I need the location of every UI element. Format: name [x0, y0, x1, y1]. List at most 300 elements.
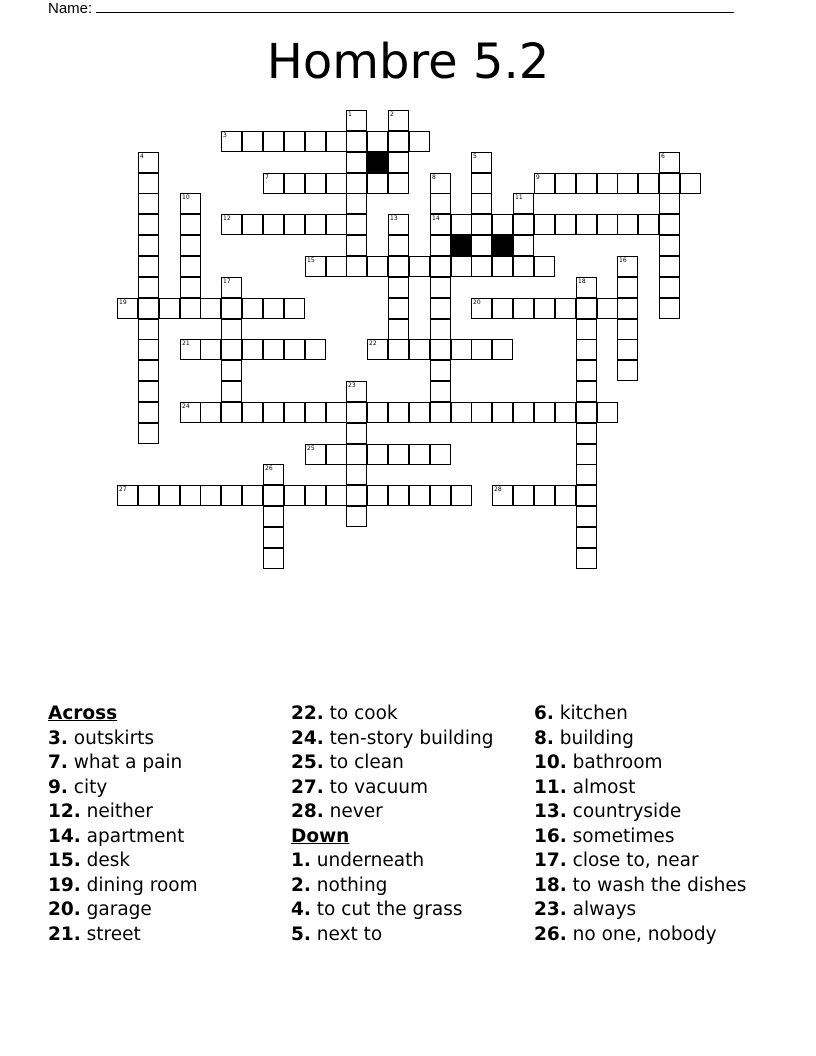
- grid-cell[interactable]: [180, 193, 201, 214]
- across-clue: [48, 923, 198, 948]
- grid-cell[interactable]: [659, 214, 680, 235]
- across-clue: [48, 849, 198, 874]
- across-clue: [48, 776, 198, 801]
- grid-cell[interactable]: [492, 339, 513, 360]
- grid-cell[interactable]: [471, 298, 492, 319]
- grid-cell[interactable]: [221, 339, 242, 360]
- grid-cell[interactable]: [346, 131, 367, 152]
- grid-cell[interactable]: [451, 214, 472, 235]
- grid-cell[interactable]: [263, 214, 284, 235]
- name-label: Name:: [48, 0, 93, 17]
- grid-cell[interactable]: [138, 277, 159, 298]
- grid-cell[interactable]: [659, 193, 680, 214]
- grid-cell[interactable]: [659, 173, 680, 194]
- clue-text: street: [80, 923, 141, 945]
- across-clue: [291, 800, 493, 825]
- down-clue: [534, 776, 746, 801]
- clue-text: nothing: [310, 874, 388, 896]
- clue-text: desk: [80, 850, 131, 871]
- grid-cell[interactable]: [534, 256, 555, 277]
- grid-cell[interactable]: [513, 193, 534, 214]
- grid-cell[interactable]: [263, 298, 284, 319]
- grid-cell[interactable]: [388, 152, 409, 173]
- down-clue: [534, 874, 746, 899]
- grid-cell[interactable]: [388, 131, 409, 152]
- grid-cell[interactable]: [576, 319, 597, 340]
- grid-cell[interactable]: [284, 485, 305, 506]
- grid-cell[interactable]: [221, 131, 242, 152]
- grid-cell[interactable]: [346, 256, 367, 277]
- down-clue: [291, 898, 493, 923]
- grid-cell[interactable]: [263, 173, 284, 194]
- grid-cell[interactable]: [138, 423, 159, 444]
- grid-cell[interactable]: [576, 360, 597, 381]
- grid-cell[interactable]: [388, 444, 409, 465]
- grid-cell[interactable]: [326, 444, 347, 465]
- grid-cell[interactable]: [555, 298, 576, 319]
- clue-number: 23.: [534, 899, 567, 920]
- grid-cell[interactable]: [263, 548, 284, 569]
- grid-cell[interactable]: [430, 319, 451, 340]
- grid-cell[interactable]: [555, 402, 576, 423]
- grid-cell[interactable]: [617, 277, 638, 298]
- grid-cell[interactable]: [659, 152, 680, 173]
- grid-cell[interactable]: [367, 173, 388, 194]
- grid-cell[interactable]: [284, 402, 305, 423]
- grid-cell[interactable]: [534, 485, 555, 506]
- down-clue: [291, 849, 493, 874]
- grid-cell[interactable]: [305, 256, 326, 277]
- grid-cell[interactable]: [326, 173, 347, 194]
- grid-cell[interactable]: [326, 214, 347, 235]
- cell-number: 9: [536, 174, 540, 181]
- grid-cell[interactable]: [367, 339, 388, 360]
- grid-cell[interactable]: [430, 298, 451, 319]
- grid-cell[interactable]: [200, 298, 221, 319]
- grid-cell[interactable]: [659, 235, 680, 256]
- grid-cell[interactable]: [388, 319, 409, 340]
- grid-cell[interactable]: [200, 339, 221, 360]
- clue-number: 24.: [291, 727, 324, 749]
- cell-number: 10: [182, 194, 190, 201]
- grid-cell[interactable]: [617, 256, 638, 277]
- grid-cell[interactable]: [284, 173, 305, 194]
- grid-cell[interactable]: [534, 214, 555, 235]
- grid-cell[interactable]: [138, 298, 159, 319]
- cell-number: 15: [307, 257, 315, 264]
- down-clue: [534, 702, 746, 727]
- down-clue: [534, 825, 746, 850]
- grid-cell[interactable]: [138, 173, 159, 194]
- grid-cell[interactable]: [430, 485, 451, 506]
- grid-cell[interactable]: [617, 298, 638, 319]
- grid-cell[interactable]: [346, 193, 367, 214]
- grid-cell[interactable]: [346, 444, 367, 465]
- grid-cell[interactable]: [346, 402, 367, 423]
- cell-number: 19: [119, 299, 127, 306]
- grid-cell[interactable]: [242, 339, 263, 360]
- grid-cell[interactable]: [576, 444, 597, 465]
- grid-cell[interactable]: [597, 402, 618, 423]
- grid-cell[interactable]: [284, 298, 305, 319]
- grid-cell[interactable]: [221, 214, 242, 235]
- grid-cell[interactable]: [138, 152, 159, 173]
- grid-cell[interactable]: [284, 339, 305, 360]
- grid-cell[interactable]: [492, 402, 513, 423]
- grid-cell[interactable]: [159, 485, 180, 506]
- clue-text: countryside: [566, 801, 682, 822]
- grid-cell[interactable]: [513, 485, 534, 506]
- grid-cell[interactable]: [263, 485, 284, 506]
- grid-cell[interactable]: [346, 235, 367, 256]
- grid-cell[interactable]: [555, 485, 576, 506]
- grid-cell[interactable]: [180, 214, 201, 235]
- cell-number: 26: [265, 465, 273, 472]
- grid-cell[interactable]: [388, 339, 409, 360]
- grid-cell[interactable]: [492, 256, 513, 277]
- grid-cell[interactable]: [221, 319, 242, 340]
- grid-cell[interactable]: [388, 173, 409, 194]
- clue-text: to cut the grass: [310, 899, 463, 920]
- grid-cell[interactable]: [555, 214, 576, 235]
- clue-text: to clean: [323, 752, 404, 773]
- grid-cell[interactable]: [430, 402, 451, 423]
- grid-cell[interactable]: [597, 298, 618, 319]
- cell-number: 27: [119, 486, 127, 493]
- grid-cell[interactable]: [305, 339, 326, 360]
- black-square: [367, 152, 388, 173]
- grid-cell[interactable]: [409, 444, 430, 465]
- grid-cell[interactable]: [221, 298, 242, 319]
- clue-text: neither: [80, 801, 153, 822]
- grid-cell[interactable]: [534, 173, 555, 194]
- grid-cell[interactable]: [617, 173, 638, 194]
- clue-text: underneath: [310, 850, 425, 871]
- grid-cell[interactable]: [409, 131, 430, 152]
- clue-text: almost: [566, 776, 636, 798]
- grid-cell[interactable]: [221, 360, 242, 381]
- grid-cell[interactable]: [471, 339, 492, 360]
- grid-cell[interactable]: [451, 485, 472, 506]
- grid-cell[interactable]: [576, 298, 597, 319]
- clue-number: 25.: [291, 752, 324, 773]
- grid-cell[interactable]: [534, 298, 555, 319]
- grid-cell[interactable]: [659, 256, 680, 277]
- grid-cell[interactable]: [346, 485, 367, 506]
- grid-cell[interactable]: [471, 214, 492, 235]
- grid-cell[interactable]: [430, 173, 451, 194]
- grid-cell[interactable]: [180, 235, 201, 256]
- grid-cell[interactable]: [409, 402, 430, 423]
- down-clue: [534, 923, 746, 948]
- grid-cell[interactable]: [221, 381, 242, 402]
- grid-cell[interactable]: [451, 339, 472, 360]
- grid-cell[interactable]: [221, 485, 242, 506]
- across-clue: [48, 800, 198, 825]
- grid-cell[interactable]: [430, 444, 451, 465]
- clue-text: city: [67, 776, 108, 798]
- down-clue: [534, 751, 746, 776]
- across-clue: [48, 727, 198, 752]
- grid-cell[interactable]: [138, 193, 159, 214]
- grid-cell[interactable]: [430, 214, 451, 235]
- grid-cell[interactable]: [617, 339, 638, 360]
- grid-cell[interactable]: [555, 173, 576, 194]
- grid-cell[interactable]: [263, 527, 284, 548]
- grid-cell[interactable]: [576, 506, 597, 527]
- grid-cell[interactable]: [326, 485, 347, 506]
- down-clue: [291, 923, 493, 948]
- grid-cell[interactable]: [367, 256, 388, 277]
- cell-number: 16: [619, 257, 627, 264]
- grid-cell[interactable]: [576, 402, 597, 423]
- grid-cell[interactable]: [409, 339, 430, 360]
- clue-text: dining room: [80, 874, 198, 896]
- grid-cell[interactable]: [430, 277, 451, 298]
- grid-cell[interactable]: [430, 235, 451, 256]
- grid-cell[interactable]: [617, 360, 638, 381]
- grid-cell[interactable]: [242, 131, 263, 152]
- grid-cell[interactable]: [138, 319, 159, 340]
- clue-number: 9.: [48, 776, 68, 798]
- grid-cell[interactable]: [430, 381, 451, 402]
- grid-cell[interactable]: [263, 464, 284, 485]
- grid-cell[interactable]: [471, 402, 492, 423]
- down-clue: [534, 727, 746, 752]
- grid-cell[interactable]: [513, 402, 534, 423]
- clue-number: 11.: [534, 776, 567, 798]
- grid-cell[interactable]: [534, 402, 555, 423]
- grid-cell[interactable]: [638, 173, 659, 194]
- grid-cell[interactable]: [200, 402, 221, 423]
- cell-number: 2: [390, 111, 394, 118]
- grid-cell[interactable]: [659, 277, 680, 298]
- grid-cell[interactable]: [305, 214, 326, 235]
- grid-cell[interactable]: [180, 298, 201, 319]
- grid-cell[interactable]: [576, 277, 597, 298]
- cell-number: 6: [661, 153, 665, 160]
- grid-cell[interactable]: [221, 402, 242, 423]
- grid-cell[interactable]: [388, 298, 409, 319]
- cell-number: 4: [140, 153, 144, 160]
- grid-cell[interactable]: [576, 548, 597, 569]
- grid-cell[interactable]: [388, 110, 409, 131]
- across-clue: [48, 874, 198, 899]
- grid-cell[interactable]: [430, 256, 451, 277]
- grid-cell[interactable]: [138, 360, 159, 381]
- clue-text: building: [553, 727, 634, 749]
- clue-number: 22.: [291, 703, 324, 724]
- down-heading: Down: [291, 825, 350, 847]
- grid-cell[interactable]: [576, 485, 597, 506]
- grid-cell[interactable]: [576, 464, 597, 485]
- down-clue: [291, 874, 493, 899]
- cell-number: 7: [265, 174, 269, 181]
- grid-cell[interactable]: [180, 485, 201, 506]
- grid-cell[interactable]: [659, 298, 680, 319]
- grid-cell[interactable]: [326, 402, 347, 423]
- grid-cell[interactable]: [180, 256, 201, 277]
- clue-number: 7.: [48, 752, 68, 773]
- grid-cell[interactable]: [576, 381, 597, 402]
- grid-cell[interactable]: [200, 485, 221, 506]
- grid-cell[interactable]: [346, 214, 367, 235]
- cell-number: 21: [182, 340, 190, 347]
- clue-number: 18.: [534, 874, 567, 896]
- down-clue: [534, 800, 746, 825]
- cell-number: 23: [348, 382, 356, 389]
- grid-cell[interactable]: [617, 319, 638, 340]
- grid-cell[interactable]: [471, 152, 492, 173]
- clue-column-3: [534, 702, 746, 947]
- grid-cell[interactable]: [180, 277, 201, 298]
- grid-cell[interactable]: [492, 485, 513, 506]
- clue-text: ten-story building: [323, 727, 494, 749]
- grid-cell[interactable]: [451, 256, 472, 277]
- clue-number: 4.: [291, 899, 311, 920]
- clue-text: close to, near: [566, 850, 699, 871]
- grid-cell[interactable]: [367, 444, 388, 465]
- grid-cell[interactable]: [305, 485, 326, 506]
- grid-cell[interactable]: [263, 131, 284, 152]
- grid-cell[interactable]: [513, 298, 534, 319]
- grid-cell[interactable]: [263, 506, 284, 527]
- grid-cell[interactable]: [388, 256, 409, 277]
- grid-cell[interactable]: [305, 402, 326, 423]
- grid-cell[interactable]: [284, 131, 305, 152]
- clue-number: 15.: [48, 850, 81, 871]
- clue-number: 19.: [48, 874, 81, 896]
- grid-cell[interactable]: [617, 214, 638, 235]
- grid-cell[interactable]: [388, 485, 409, 506]
- grid-cell[interactable]: [305, 173, 326, 194]
- grid-cell[interactable]: [138, 256, 159, 277]
- grid-cell[interactable]: [492, 214, 513, 235]
- grid-cell[interactable]: [367, 131, 388, 152]
- clue-number: 1.: [291, 850, 311, 871]
- clue-number: 27.: [291, 776, 324, 798]
- grid-cell[interactable]: [180, 339, 201, 360]
- clue-text: garage: [80, 899, 152, 920]
- grid-cell[interactable]: [138, 381, 159, 402]
- grid-cell[interactable]: [451, 402, 472, 423]
- grid-cell[interactable]: [430, 339, 451, 360]
- clue-text: to cook: [323, 703, 398, 724]
- grid-cell[interactable]: [326, 131, 347, 152]
- cell-number: 5: [473, 153, 477, 160]
- grid-cell[interactable]: [242, 485, 263, 506]
- grid-cell[interactable]: [305, 131, 326, 152]
- grid-cell[interactable]: [513, 235, 534, 256]
- clue-text: outskirts: [67, 727, 155, 749]
- clue-number: 14.: [48, 825, 81, 847]
- grid-cell[interactable]: [346, 152, 367, 173]
- grid-cell[interactable]: [430, 360, 451, 381]
- grid-cell[interactable]: [430, 193, 451, 214]
- grid-cell[interactable]: [576, 173, 597, 194]
- grid-cell[interactable]: [284, 214, 305, 235]
- grid-cell[interactable]: [680, 173, 701, 194]
- grid-cell[interactable]: [263, 339, 284, 360]
- cell-number: 1: [348, 111, 352, 118]
- across-clue: [48, 825, 198, 850]
- clue-number: 26.: [534, 923, 567, 945]
- clue-text: to vacuum: [323, 776, 429, 798]
- grid-cell[interactable]: [576, 339, 597, 360]
- grid-cell[interactable]: [492, 298, 513, 319]
- cell-number: 22: [369, 340, 377, 347]
- grid-cell[interactable]: [471, 256, 492, 277]
- grid-cell[interactable]: [221, 277, 242, 298]
- grid-cell[interactable]: [180, 402, 201, 423]
- grid-cell[interactable]: [305, 444, 326, 465]
- grid-cell[interactable]: [138, 235, 159, 256]
- clue-column-2: [291, 702, 493, 947]
- grid-cell[interactable]: [471, 173, 492, 194]
- grid-cell[interactable]: [138, 214, 159, 235]
- grid-cell[interactable]: [597, 173, 618, 194]
- grid-cell[interactable]: [138, 339, 159, 360]
- grid-cell[interactable]: [346, 381, 367, 402]
- grid-cell[interactable]: [346, 464, 367, 485]
- grid-cell[interactable]: [513, 256, 534, 277]
- grid-cell[interactable]: [576, 527, 597, 548]
- down-clue: [534, 849, 746, 874]
- grid-cell[interactable]: [346, 173, 367, 194]
- grid-cell[interactable]: [242, 214, 263, 235]
- grid-cell[interactable]: [367, 485, 388, 506]
- cell-number: 12: [223, 215, 231, 222]
- grid-cell[interactable]: [576, 423, 597, 444]
- grid-cell[interactable]: [117, 298, 138, 319]
- clue-text: apartment: [80, 825, 185, 847]
- grid-cell[interactable]: [471, 193, 492, 214]
- clue-text: always: [566, 899, 637, 920]
- cell-number: 3: [223, 132, 227, 139]
- down-clue: [534, 898, 746, 923]
- grid-cell[interactable]: [159, 298, 180, 319]
- clue-number: 16.: [534, 825, 567, 847]
- grid-cell[interactable]: [638, 214, 659, 235]
- grid-cell[interactable]: [409, 485, 430, 506]
- grid-cell[interactable]: [576, 214, 597, 235]
- grid-cell[interactable]: [388, 277, 409, 298]
- cell-number: 13: [390, 215, 398, 222]
- grid-cell[interactable]: [597, 214, 618, 235]
- grid-cell[interactable]: [117, 485, 138, 506]
- clue-number: 17.: [534, 850, 567, 871]
- grid-cell[interactable]: [471, 235, 492, 256]
- clue-number: 12.: [48, 801, 81, 822]
- grid-cell[interactable]: [138, 402, 159, 423]
- grid-cell[interactable]: [409, 256, 430, 277]
- grid-cell[interactable]: [242, 298, 263, 319]
- grid-cell[interactable]: [346, 423, 367, 444]
- grid-cell[interactable]: [513, 214, 534, 235]
- grid-cell[interactable]: [367, 402, 388, 423]
- grid-cell[interactable]: [242, 402, 263, 423]
- grid-cell[interactable]: [346, 110, 367, 131]
- cell-number: 24: [182, 403, 190, 410]
- grid-cell[interactable]: [138, 485, 159, 506]
- grid-cell[interactable]: [388, 214, 409, 235]
- grid-cell[interactable]: [263, 402, 284, 423]
- grid-cell[interactable]: [326, 256, 347, 277]
- clue-number: 20.: [48, 899, 81, 920]
- grid-cell[interactable]: [346, 506, 367, 527]
- grid-cell[interactable]: [388, 235, 409, 256]
- grid-cell[interactable]: [388, 402, 409, 423]
